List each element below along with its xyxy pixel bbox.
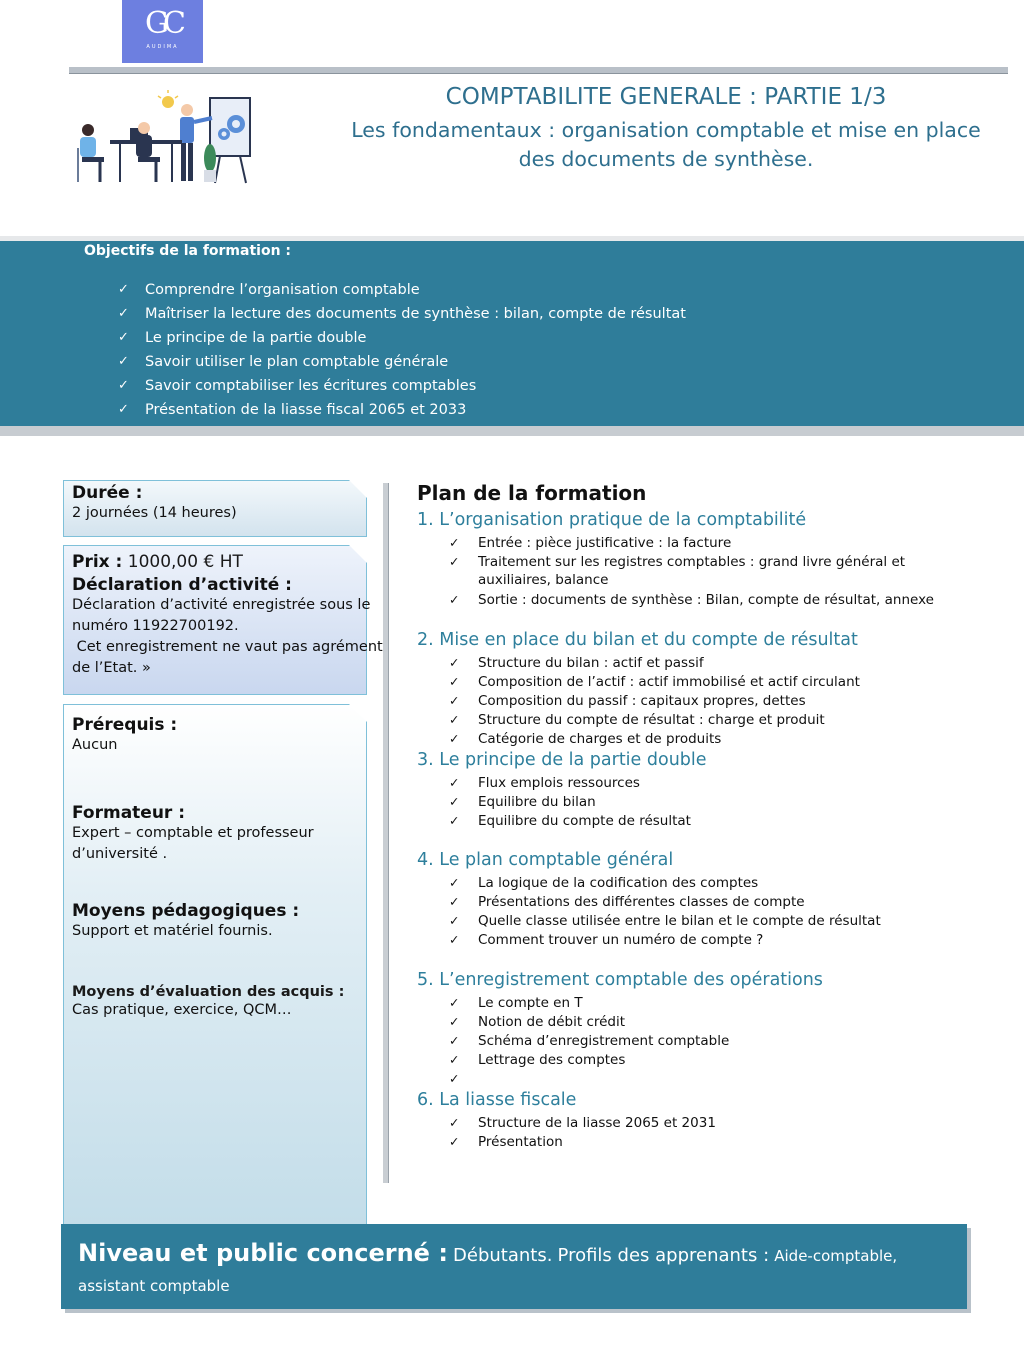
details-box: [63, 704, 367, 1226]
checkmark-icon: ✓: [449, 655, 460, 670]
plan-section-items: [449, 534, 958, 610]
checkmark-icon: ✓: [449, 1115, 460, 1130]
plan-item: ✓ Présentation: [449, 1134, 563, 1150]
plan-section-title: 5. L’enregistrement comptable des opérations: [417, 970, 823, 990]
checkmark-icon: ✓: [449, 995, 460, 1010]
plan-section-items: [449, 654, 860, 749]
checkmark-icon: ✓: [118, 306, 129, 321]
checkmark-icon: ✓: [449, 1071, 460, 1086]
audience-banner: [61, 1224, 967, 1309]
objectives-list: [118, 280, 686, 424]
checkmark-icon: ✓: [449, 1052, 460, 1067]
objective-item: ✓ Savoir comptabiliser les écritures comptables: [118, 378, 477, 394]
plan-item: ✓ Catégorie de charges et de produits: [449, 731, 722, 747]
subtitle-line-1: Les fondamentaux : organisation comptable et mise en place: [351, 118, 981, 142]
checkmark-icon: ✓: [449, 693, 460, 708]
evaluation-value: Cas pratique, exercice, QCM…: [72, 1002, 292, 1018]
plan-item: ✓ Flux emplois ressources: [449, 775, 640, 791]
plan-section-title: 1. L’organisation pratique de la comptabilité: [417, 510, 807, 530]
audience-label: Niveau et public concerné :: [78, 1239, 448, 1267]
checkmark-icon: ✓: [449, 712, 460, 727]
plan-section-items: [449, 874, 881, 950]
duration-box: [63, 480, 367, 537]
objective-item: ✓ Le principe de la partie double: [118, 330, 367, 346]
prerequisites-label: Prérequis :: [72, 715, 178, 735]
checkmark-icon: ✓: [449, 554, 460, 569]
objectives-heading: Objectifs de la formation :: [84, 243, 292, 259]
evaluation-label: Moyens d’évaluation des acquis :: [72, 984, 345, 1000]
checkmark-icon: ✓: [118, 378, 129, 393]
plan-item: ✓ Structure de la liasse 2065 et 2031: [449, 1115, 716, 1131]
checkmark-icon: ✓: [449, 535, 460, 550]
plan-section-items: [449, 774, 691, 831]
objectives-top-border: [0, 236, 1024, 241]
plan-item: ✓ Lettrage des comptes: [449, 1052, 626, 1068]
checkmark-icon: ✓: [449, 592, 460, 607]
plan-item: ✓ Notion de débit crédit: [449, 1014, 626, 1030]
duration-label: Durée :: [72, 483, 143, 503]
checkmark-icon: ✓: [449, 913, 460, 928]
plan-section-title: 6. La liasse fiscale: [417, 1090, 577, 1110]
plan-item: ✓ Quelle classe utilisée entre le bilan et le compte de résultat: [449, 913, 881, 929]
price-box: [63, 545, 383, 695]
declaration-label: Déclaration d’activité :: [72, 575, 292, 595]
objective-item: ✓ Comprendre l’organisation comptable: [118, 282, 420, 298]
plan-item: ✓ Equilibre du bilan: [449, 794, 596, 810]
plan-item: ✓ Sortie : documents de synthèse : Bilan, compte de résultat, annexe: [449, 592, 934, 608]
plan-item: ✓ Le compte en T: [449, 995, 583, 1011]
trainer-line: Expert – comptable et professeur: [72, 825, 314, 841]
plan-section-title: 4. Le plan comptable général: [417, 850, 674, 870]
training-illustration: [70, 88, 280, 188]
declaration-line: de l’Etat. »: [72, 660, 151, 676]
column-divider: [383, 483, 389, 1183]
checkmark-icon: ✓: [449, 674, 460, 689]
page-subtitle: [330, 116, 1002, 174]
plan-item: [449, 1070, 729, 1089]
box-corner-fold: [349, 480, 367, 498]
plan-section-items: [449, 994, 729, 1089]
page-title: COMPTABILITE GENERALE : PARTIE 1/3: [445, 84, 887, 110]
checkmark-icon: ✓: [449, 775, 460, 790]
price-label: Prix :: [72, 552, 123, 572]
plan-item: ✓ Structure du compte de résultat : charge et produit: [449, 712, 825, 728]
objective-item: ✓ Présentation de la liasse fiscal 2065 et 2033: [118, 402, 467, 418]
trainer-label: Formateur :: [72, 803, 186, 823]
plan-item: ✓ Composition du passif : capitaux propres, dettes: [449, 693, 806, 709]
teaching-means-value: Support et matériel fournis.: [72, 923, 273, 939]
checkmark-icon: ✓: [449, 794, 460, 809]
plan-item: ✓ Equilibre du compte de résultat: [449, 813, 691, 829]
plan-title: Plan de la formation: [417, 481, 647, 505]
checkmark-icon: ✓: [118, 282, 129, 297]
plan-item: ✓ La logique de la codification des comptes: [449, 875, 759, 891]
plan-item: ✓ Comment trouver un numéro de compte ?: [449, 932, 764, 948]
plan-item: ✓ Composition de l’actif : actif immobilisé et actif circulant: [449, 674, 860, 690]
teaching-means-label: Moyens pédagogiques :: [72, 901, 300, 921]
checkmark-icon: ✓: [449, 894, 460, 909]
logo-monogram: GC: [145, 6, 180, 41]
objectives-bottom-border: [0, 426, 1024, 436]
plan-item: ✓ Présentations des différentes classes de compte: [449, 894, 805, 910]
logo-tagline: AUDIMA: [146, 44, 179, 50]
objective-item: ✓ Savoir utiliser le plan comptable générale: [118, 354, 449, 370]
company-logo: [122, 0, 203, 63]
checkmark-icon: ✓: [449, 813, 460, 828]
profiles-value: Aide-comptable, assistant comptable: [78, 1247, 898, 1295]
audience-level: Débutants.: [453, 1245, 553, 1266]
duration-value: 2 journées (14 heures): [72, 505, 237, 521]
plan-item: ✓ Structure du bilan : actif et passif: [449, 655, 704, 671]
plan-section-title: 3. Le principe de la partie double: [417, 750, 707, 770]
profiles-label: Profils des apprenants :: [557, 1245, 770, 1266]
checkmark-icon: ✓: [449, 932, 460, 947]
header-divider: [69, 67, 1008, 74]
plan-item: ✓ Schéma d’enregistrement comptable: [449, 1033, 730, 1049]
checkmark-icon: ✓: [449, 875, 460, 890]
checkmark-icon: ✓: [449, 1134, 460, 1149]
checkmark-icon: ✓: [118, 402, 129, 417]
checkmark-icon: ✓: [449, 1033, 460, 1048]
subtitle-line-2: des documents de synthèse.: [518, 147, 814, 171]
declaration-line: Cet enregistrement ne vaut pas agrément: [72, 639, 383, 655]
plan-section-items: [449, 1114, 716, 1152]
plan-section-title: 2. Mise en place du bilan et du compte de résultat: [417, 630, 858, 650]
price-value: 1000,00 € HT: [127, 552, 243, 572]
trainer-line: d’université .: [72, 846, 168, 862]
declaration-line: numéro 11922700192.: [72, 618, 239, 634]
objective-item: ✓ Maîtriser la lecture des documents de synthèse : bilan, compte de résultat: [118, 306, 686, 322]
plan-item: ✓ Entrée : pièce justificative : la facture: [449, 535, 732, 551]
plan-item: ✓ Traitement sur les registres comptables : grand livre général et auxiliaires, balance: [449, 554, 906, 588]
declaration-line: Déclaration d’activité enregistrée sous le: [72, 597, 371, 613]
checkmark-icon: ✓: [118, 330, 129, 345]
checkmark-icon: ✓: [118, 354, 129, 369]
checkmark-icon: ✓: [449, 731, 460, 746]
prerequisites-value: Aucun: [72, 737, 118, 753]
checkmark-icon: ✓: [449, 1014, 460, 1029]
